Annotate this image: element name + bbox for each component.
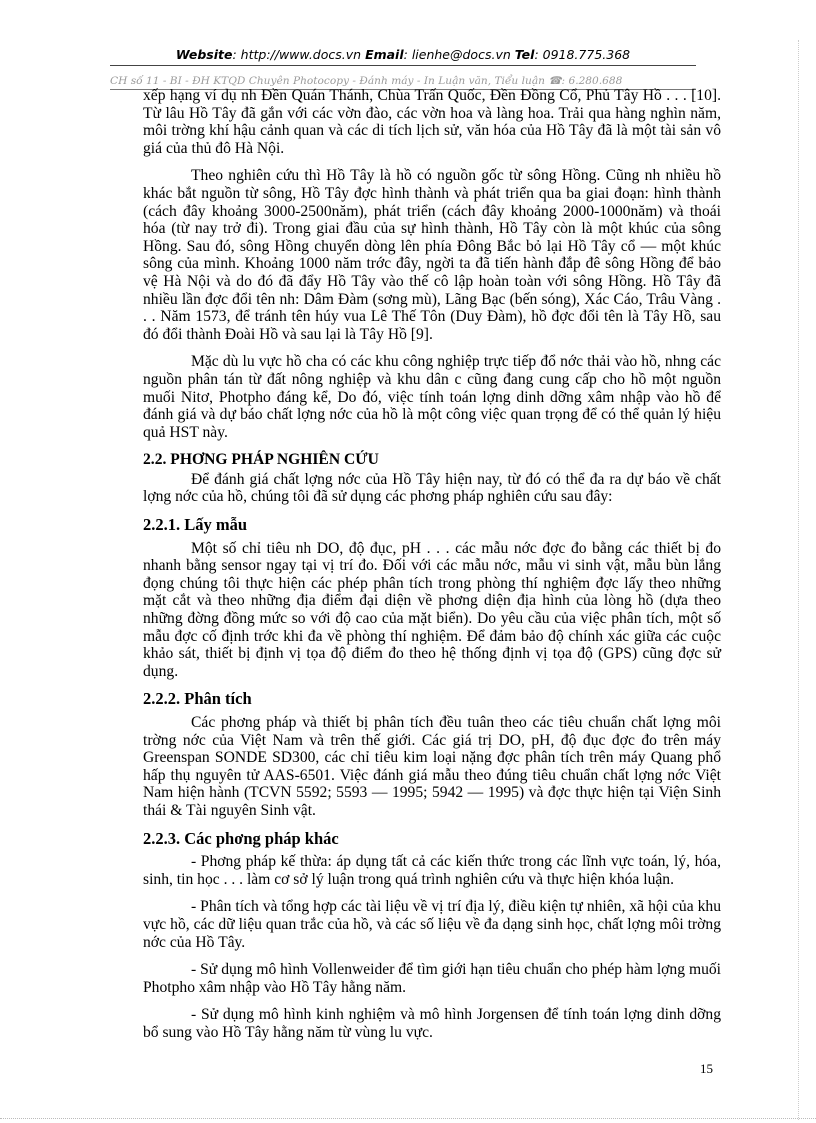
list-item-method-4: - Sử dụng mô hình kinh nghiệm và mô hình Jorgensen để tính toán lợng dinh dỡng bổ sung vào Hồ Tây hằng năm từ vùng lu vực. (143, 1006, 721, 1041)
paragraph-3: Mặc dù lu vực hồ cha có các khu công nghiệp trực tiếp đổ nớc thải vào hồ, nhng các nguồn phân tán từ đất nông nghiệp và khu dân c cũng đang cung cấp cho hồ một nguồn muối Nitơ, Photpho đáng kể, Do đó, việc tính toán lợng dinh dỡng xâm nhập vào hồ để đánh giá và dự báo chất lợng nớc của hồ là một công việc quan trọng để có thể quản lý hiệu quả HST này. (143, 353, 721, 441)
website-label: Website (175, 47, 233, 62)
section-heading-2-2-3: 2.2.3. Các phơng pháp khác (143, 828, 339, 848)
page-header (110, 47, 696, 66)
email-value: : lienhe@docs.vn (403, 47, 511, 62)
email-label: Email (365, 47, 404, 62)
tel-value: : 0918.775.368 (534, 47, 631, 62)
section-heading-2-2-1: 2.2.1. Lấy mẫu (143, 515, 248, 535)
list-item-method-3: - Sử dụng mô hình Vollenweider để tìm giới hạn tiêu chuẩn cho phép hàm lợng muối Photpho xâm nhập vào Hồ Tây hằng năm. (143, 961, 721, 996)
paragraph-1: xếp hạng ví dụ nh Đền Quán Thánh, Chùa Trấn Quốc, Đền Đồng Cổ, Phủ Tây Hồ . . . [10]. Từ lâu Hồ Tây đã gắn với các vờn đào, các vờn hoa và làng hoa. Trải qua hàng nghìn năm, môi trờng khí hậu cảnh quan và các di tích lịch sử, văn hóa của Hồ Tây đã là một tài sản vô giá của thủ đô Hà Nội. (143, 87, 721, 157)
paragraph-4: Để đánh giá chất lợng nớc của Hồ Tây hiện nay, từ đó có thể đa ra dự báo về chất lợng nớc của hồ, chúng tôi đã sử dụng các phơng pháp nghiên cứu sau đây: (143, 470, 721, 506)
page-subheader: CH số 11 - BI - ĐH KTQD Chuyên Photocopy - Đánh máy - In Luận văn, Tiểu luận ☎: 6.280.688 (110, 74, 696, 90)
list-item-method-2: - Phân tích và tổng hợp các tài liệu về vị trí địa lý, điều kiện tự nhiên, xã hội của khu vực hồ, các dữ liệu quan trắc của hồ, và các số liệu về đa dạng sinh học, chất lợng môi trờng nớc của Hồ Tây. (143, 898, 721, 951)
page-border-bottom (0, 1118, 816, 1119)
list-item-method-1: - Phơng pháp kế thừa: áp dụng tất cả các kiến thức trong các lĩnh vực toán, lý, hóa, sinh, tin học . . . làm cơ sở lý luận trong quá trình nghiên cứu và thực hiện khóa luận. (143, 853, 721, 888)
website-value: : http://www.docs.vn (232, 47, 362, 62)
section-heading-2-2-2: 2.2.2. Phân tích (143, 689, 252, 709)
paragraph-6: Các phơng pháp và thiết bị phân tích đều tuân theo các tiêu chuẩn chất lợng môi trờng nớc của Việt Nam và trên thế giới. Các giá trị DO, pH, độ đục đợc đo trên máy Greenspan SONDE SD300, các chỉ tiêu kim loại nặng đợc phân tích trên máy Quang phổ hấp thụ nguyên tử AAS-6501. Việc đánh giá mẫu theo đúng tiêu chuẩn chất lợng nớc Việt Nam hiện hành (TCVN 5592; 5593 — 1995; 5942 — 1995) và đợc thực hiện tại Viện Sinh thái & Tài nguyên Sinh vật. (143, 714, 721, 819)
page-number: 15 (700, 1061, 713, 1076)
tel-label: Tel (514, 47, 535, 62)
paragraph-2: Theo nghiên cứu thì Hồ Tây là hồ có nguồn gốc từ sông Hồng. Cũng nh nhiều hồ khác bắt nguồn từ sông, Hồ Tây đợc hình thành và phát triển qua ba giai đoạn: hình thành (cách đây khoảng 3000-2500năm), phát triển (cách đây khoảng 2000-1000năm) và thoái hóa (từ nay trở đi). Trong giai đầu của sự hình thành, Hồ Tây còn là một khúc của sông Hồng. Sau đó, sông Hồng chuyển dòng lên phía Đông Bắc bỏ lại Hồ Tây cổ — một khúc sông của mình. Khoảng 1000 năm trớc đây, ngời ta đã tiến hành đắp đê sông Hồng để bảo vệ Hà Nội và do đó đã đẩy Hồ Tây vào thế cô lập hoàn toàn với sông Hồng. Hồ Tây đã nhiều lần đợc đổi tên nh: Dâm Đàm (sơng mù), Lãng Bạc (bến sóng), Xác Cáo, Trâu Vàng . . . Năm 1573, để tránh tên húy vua Lê Thế Tôn (Duy Đàm), hồ đợc đổi tên là Tây Hồ, sau đó đổi thành Đoài Hồ và sau lại là Tây Hồ [9]. (143, 167, 721, 343)
page-border-right (798, 40, 799, 1120)
main-content (143, 87, 721, 1052)
paragraph-5: Một số chỉ tiêu nh DO, độ đục, pH . . . các mẫu nớc đợc đo bằng các thiết bị đo nhanh bằng sensor ngay tại vị trí đo. Đối với các mẫu nớc, mẫu vi sinh vật, mẫu bùn lắng đọng chúng tôi thực hiện các phép phân tích trong phòng thí nghiệm đợc lấy theo những mặt cắt và theo những địa điểm đại diện về phơng diện địa hình của lòng hồ (dựa theo những đờng đồng mức so với độ cao của mặt biển). Do yêu cầu của việc phân tích, một số mẫu đợc cố định trớc khi đa về phòng thí nghiệm. Để đảm bảo độ chính xác giữa các cuộc khảo sát, thiết bị định vị tọa độ điểm đo theo hệ thống định vị tọa độ (GPS) cũng đợc sử dụng. (143, 539, 721, 680)
section-heading-2-2: 2.2. PHƠNG PHÁP NGHIÊN CỨU (143, 451, 379, 469)
